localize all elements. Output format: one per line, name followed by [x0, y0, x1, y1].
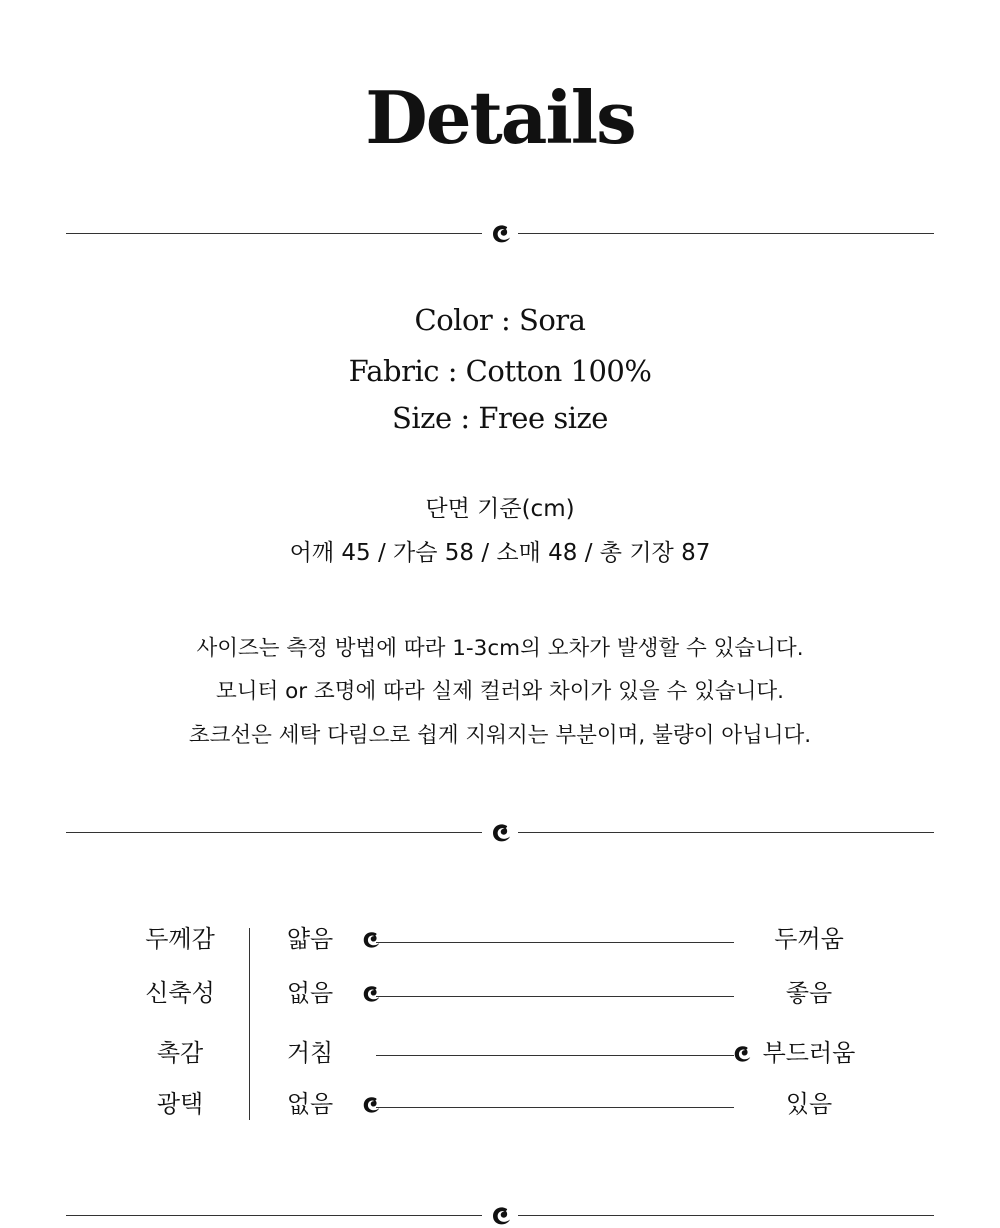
section-divider	[0, 821, 1000, 845]
attribute-min-stretch: 없음	[286, 979, 334, 1007]
crescent-swirl-icon	[490, 222, 512, 246]
note-line: 초크선은 세탁 다림으로 쉽게 지워지는 부분이며, 불량이 아닙니다.	[188, 723, 812, 748]
note-line: 모니터 or 조명에 따라 실제 컬러와 차이가 있을 수 있습니다.	[215, 679, 785, 704]
attribute-track	[376, 942, 734, 943]
attribute-label-stretch: 신축성	[145, 979, 215, 1007]
divider-line	[518, 1215, 934, 1216]
attribute-label-gloss: 광택	[156, 1090, 204, 1118]
divider-line	[518, 832, 934, 833]
attribute-track	[376, 1055, 734, 1056]
page-title: Details	[365, 75, 635, 160]
spec-fabric: Fabric : Cotton 100%	[348, 354, 652, 388]
divider-line	[66, 832, 482, 833]
attribute-label-thickness: 두께감	[145, 925, 215, 953]
attribute-min-texture: 거침	[286, 1039, 334, 1067]
attribute-track	[376, 996, 734, 997]
crescent-swirl-icon	[490, 821, 512, 845]
divider-line	[518, 233, 934, 234]
crescent-swirl-icon	[490, 1204, 512, 1228]
spec-size: Size : Free size	[392, 401, 608, 435]
attribute-max-gloss: 있음	[785, 1090, 833, 1118]
attribute-separator	[249, 928, 250, 1120]
note-line: 사이즈는 측정 방법에 따라 1-3cm의 오차가 발생할 수 있습니다.	[196, 636, 804, 661]
spec-color: Color : Sora	[414, 303, 586, 337]
attribute-min-gloss: 없음	[286, 1090, 334, 1118]
attribute-max-texture: 부드러움	[762, 1039, 856, 1067]
measure-heading: 단면 기준(cm)	[425, 496, 575, 522]
attribute-max-thickness: 두꺼움	[774, 925, 844, 953]
attribute-min-thickness: 얇음	[286, 925, 334, 953]
section-divider	[0, 222, 1000, 246]
measure-values: 어깨 45 / 가슴 58 / 소매 48 / 총 기장 87	[289, 540, 711, 566]
divider-line	[66, 1215, 482, 1216]
attribute-label-texture: 촉감	[156, 1039, 204, 1067]
attribute-max-stretch: 좋음	[785, 979, 833, 1007]
crescent-swirl-icon	[361, 1094, 381, 1116]
crescent-swirl-icon	[361, 929, 381, 951]
attribute-track	[376, 1107, 734, 1108]
section-divider	[0, 1204, 1000, 1228]
divider-line	[66, 233, 482, 234]
crescent-swirl-icon	[361, 983, 381, 1005]
